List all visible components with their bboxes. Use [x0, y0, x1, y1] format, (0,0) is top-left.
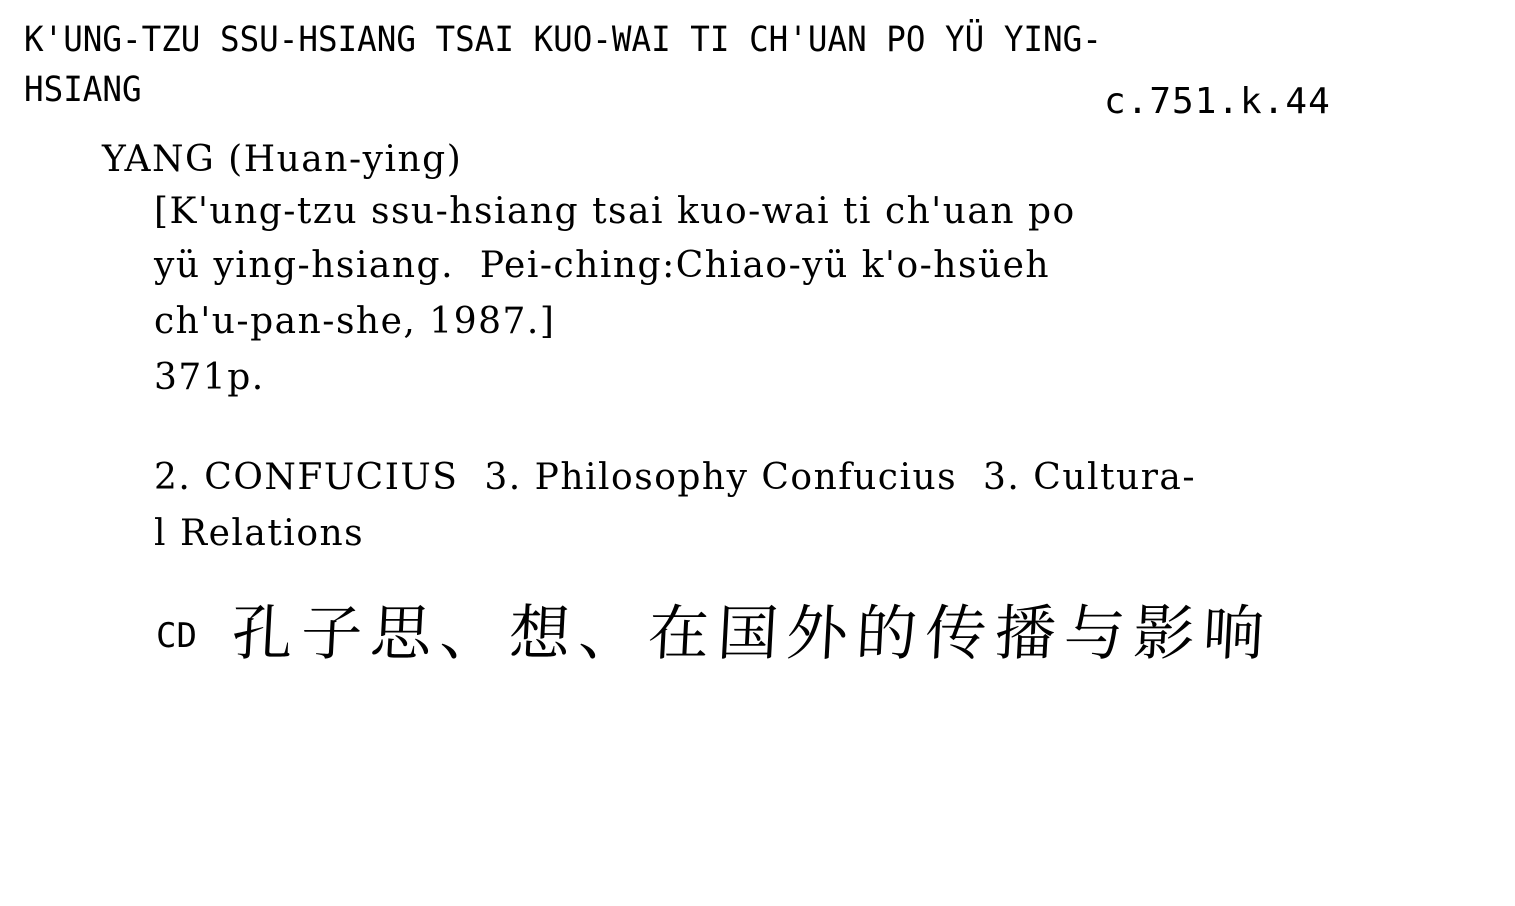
- pagination: 371p.: [154, 357, 265, 398]
- chinese-title-text: 孔子思、想、在国外的传播与影响: [229, 599, 1275, 669]
- title-line-1: [K'ung-tzu ssu-hsiang tsai kuo-wai ti ch'uan po: [154, 191, 1076, 232]
- subjects-line-2: l Relations: [154, 513, 365, 554]
- title-line-3: ch'u-pan-she, 1987.]: [154, 301, 556, 342]
- cd-label: CD: [156, 616, 197, 656]
- shelfmark: c.751.k.44: [1104, 81, 1331, 122]
- heading-line-1: K'UNG-TZU SSU-HSIANG TSAI KUO-WAI TI CH'UAN PO YÜ YING-: [24, 20, 1102, 60]
- handwritten-chinese-title: [229, 580, 1382, 690]
- title-line-2: yü ying-hsiang. Pei-ching:Chiao-yü k'o-hsüeh: [154, 245, 1051, 286]
- subjects-line-1: 2. CONFUCIUS 3. Philosophy Confucius 3. Cultura-: [154, 457, 1197, 498]
- author-heading: YANG (Huan-ying): [102, 139, 463, 180]
- heading-line-2: HSIANG: [24, 70, 142, 110]
